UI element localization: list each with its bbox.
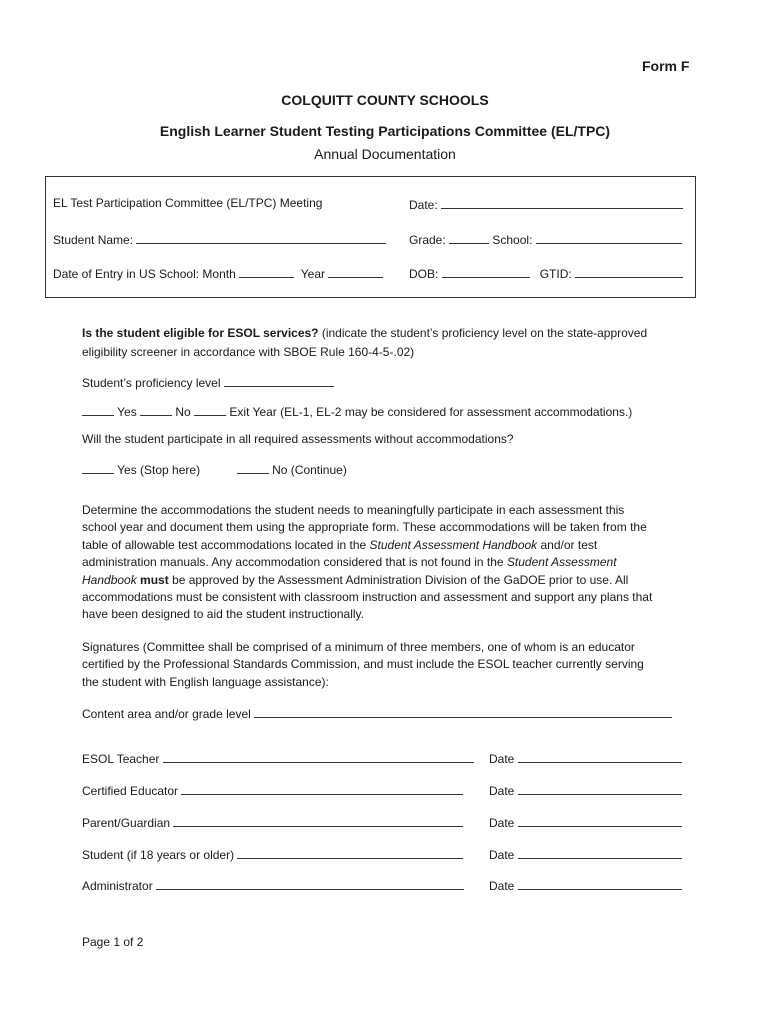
yes-label: Yes xyxy=(117,405,137,419)
grade-line[interactable] xyxy=(449,231,489,244)
signature-line[interactable] xyxy=(173,814,463,827)
signature-date-label: Date xyxy=(489,784,515,798)
signature-date-line[interactable] xyxy=(518,877,682,890)
signature-role-label: Student (if 18 years or older) xyxy=(82,848,235,862)
participation-answer-row[interactable] xyxy=(82,461,347,477)
page-number: Page 1 of 2 xyxy=(82,935,144,949)
signature-date-label: Date xyxy=(489,816,515,830)
signature-date-line[interactable] xyxy=(518,782,682,795)
school-label: School: xyxy=(492,233,533,247)
meeting-label: EL Test Participation Committee (EL/TPC) Meeting xyxy=(53,196,323,210)
signature-date-label: Date xyxy=(489,848,515,862)
date-field[interactable] xyxy=(409,196,683,212)
signature-date-line[interactable] xyxy=(518,750,682,763)
signature-row[interactable] xyxy=(82,750,474,766)
dob-label: DOB: xyxy=(409,267,439,281)
signature-row[interactable] xyxy=(82,814,463,830)
sig-intro-line-3: the student with English language assistance): xyxy=(82,674,329,689)
entry-date-field[interactable] xyxy=(53,265,383,281)
no-continue-label: No (Continue) xyxy=(272,463,347,477)
grade-label: Grade: xyxy=(409,233,446,247)
form-title: English Learner Student Testing Participations Committee (EL/TPC) xyxy=(159,123,611,139)
grade-school-field[interactable] xyxy=(409,231,682,247)
eligibility-question-bold: Is the student eligible for ESOL services? xyxy=(82,326,319,340)
content-area-line[interactable] xyxy=(254,705,672,718)
signature-line[interactable] xyxy=(156,877,464,890)
accommodations-paragraph xyxy=(82,502,702,624)
student-name-label: Student Name: xyxy=(53,233,134,247)
entry-month-line[interactable] xyxy=(239,265,294,278)
acc-line-6: accommodations must be consistent with classroom instruction and assessment and support any plans that xyxy=(82,590,653,605)
entry-year-line[interactable] xyxy=(328,265,383,278)
sig-intro-line-1: Signatures (Committee shall be comprised of a minimum of three members, one of whom is an educator xyxy=(82,640,635,654)
signature-date-label: Date xyxy=(489,752,515,766)
signature-row[interactable] xyxy=(82,782,463,798)
proficiency-label: Student’s proficiency level xyxy=(82,376,221,390)
yes-stop-label: Yes (Stop here) xyxy=(117,463,201,477)
school-line[interactable] xyxy=(536,231,682,244)
acc-line-7: have been designed to aid the student instructionally. xyxy=(82,607,364,622)
signature-date-line[interactable] xyxy=(518,814,682,827)
signature-role-label: ESOL Teacher xyxy=(82,752,160,766)
signature-role-label: Administrator xyxy=(82,879,153,893)
date-label: Date: xyxy=(409,198,438,212)
no-continue-line[interactable] xyxy=(237,461,269,474)
sig-intro-line-2: certified by the Professional Standards Commission, and must include the ESOL teacher currently serving xyxy=(82,657,644,672)
exit-year-label: Exit Year (EL-1, EL-2 may be considered for assessment accommodations.) xyxy=(229,405,633,419)
signature-date[interactable] xyxy=(489,877,682,893)
eligibility-answer-row[interactable] xyxy=(82,403,632,419)
proficiency-line[interactable] xyxy=(224,374,334,387)
eligibility-question-rest: (indicate the student’s proficiency level on the state-approved xyxy=(318,326,648,340)
acc-line-5: Handbook must be approved by the Assessment Administration Division of the GaDOE prior to use. All xyxy=(82,572,629,587)
no-line[interactable] xyxy=(140,403,172,416)
acc-line-3: table of allowable test accommodations located in the Student Assessment Handbook and/or test xyxy=(82,537,598,552)
acc-line-1: Determine the accommodations the student needs to meaningfully participate in each assessment this xyxy=(82,503,625,517)
gtid-label: GTID: xyxy=(539,267,572,281)
eligibility-question-line2: eligibility screener in accordance with SBOE Rule 160-4-5-.02) xyxy=(82,345,415,359)
student-name-field[interactable] xyxy=(53,231,386,247)
signature-role-label: Certified Educator xyxy=(82,784,179,798)
signature-role-label: Parent/Guardian xyxy=(82,816,171,830)
signature-line[interactable] xyxy=(163,750,474,763)
signature-date-label: Date xyxy=(489,879,515,893)
participation-question: Will the student participate in all required assessments without accommodations? xyxy=(82,432,514,446)
signatures-intro xyxy=(82,639,702,691)
entry-year-label: Year xyxy=(300,267,326,281)
date-line[interactable] xyxy=(441,196,683,209)
eligibility-question xyxy=(82,326,647,340)
acc-line-4: administration manuals. Any accommodation considered that is not found in the Student Assessment xyxy=(82,555,617,570)
content-area-field[interactable] xyxy=(82,705,672,721)
signature-date[interactable] xyxy=(489,782,682,798)
acc-line-2: school year and document them using the appropriate form. These accommodations will be taken from the xyxy=(82,520,647,535)
yes-stop-line[interactable] xyxy=(82,461,114,474)
signature-date[interactable] xyxy=(489,814,682,830)
signature-row[interactable] xyxy=(82,877,464,893)
form-subtitle: Annual Documentation xyxy=(314,146,456,162)
proficiency-field[interactable] xyxy=(82,374,334,390)
entry-month-label: Date of Entry in US School: Month xyxy=(53,267,236,281)
form-label: Form F xyxy=(642,58,690,74)
exit-year-line[interactable] xyxy=(194,403,226,416)
yes-line[interactable] xyxy=(82,403,114,416)
signature-date[interactable] xyxy=(489,846,682,862)
signature-date-line[interactable] xyxy=(518,846,682,859)
signature-date[interactable] xyxy=(489,750,682,766)
organization-name: COLQUITT COUNTY SCHOOLS xyxy=(281,92,489,108)
signature-line[interactable] xyxy=(181,782,463,795)
content-area-label: Content area and/or grade level xyxy=(82,707,251,721)
dob-line[interactable] xyxy=(442,265,530,278)
signature-line[interactable] xyxy=(237,846,463,859)
no-label: No xyxy=(175,405,191,419)
student-name-line[interactable] xyxy=(136,231,386,244)
signature-row[interactable] xyxy=(82,846,463,862)
gtid-line[interactable] xyxy=(575,265,683,278)
dob-gtid-field[interactable] xyxy=(409,265,683,281)
